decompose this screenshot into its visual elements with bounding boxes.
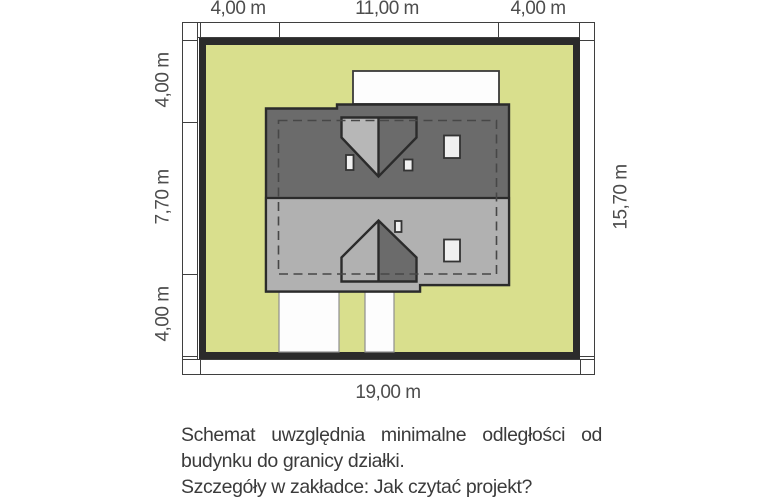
caption-line-2: budynku do granicy działki.: [181, 450, 405, 472]
chimney: [404, 160, 413, 171]
dim-label-top-house-width: 11,00 m: [355, 0, 419, 19]
dim-label-plot-width: 19,00 m: [355, 382, 421, 403]
entrance-path: [365, 291, 394, 352]
caption-line-3: Szczegóły w zakładce: Jak czytać projekt?: [181, 476, 533, 498]
dim-label-left-top-setback: 4,00 m: [152, 52, 174, 108]
dim-label-left-house-depth: 7,70 m: [152, 169, 174, 225]
dim-label-top-right-setback: 4,00 m: [510, 0, 566, 19]
chimney: [395, 221, 402, 232]
skylight: [444, 136, 460, 159]
caption-line-1: Schemat uwzględnia minimalne odległości od: [181, 424, 602, 446]
skylight: [444, 240, 460, 262]
chimney: [346, 155, 354, 170]
dim-label-left-bottom-setback: 4,00 m: [152, 286, 174, 342]
caption-text: [181, 422, 602, 500]
dim-label-plot-depth: 15,70 m: [610, 164, 632, 230]
terrace: [353, 71, 499, 104]
driveway-path: [279, 291, 339, 352]
dim-label-top-left-setback: 4,00 m: [210, 0, 266, 19]
